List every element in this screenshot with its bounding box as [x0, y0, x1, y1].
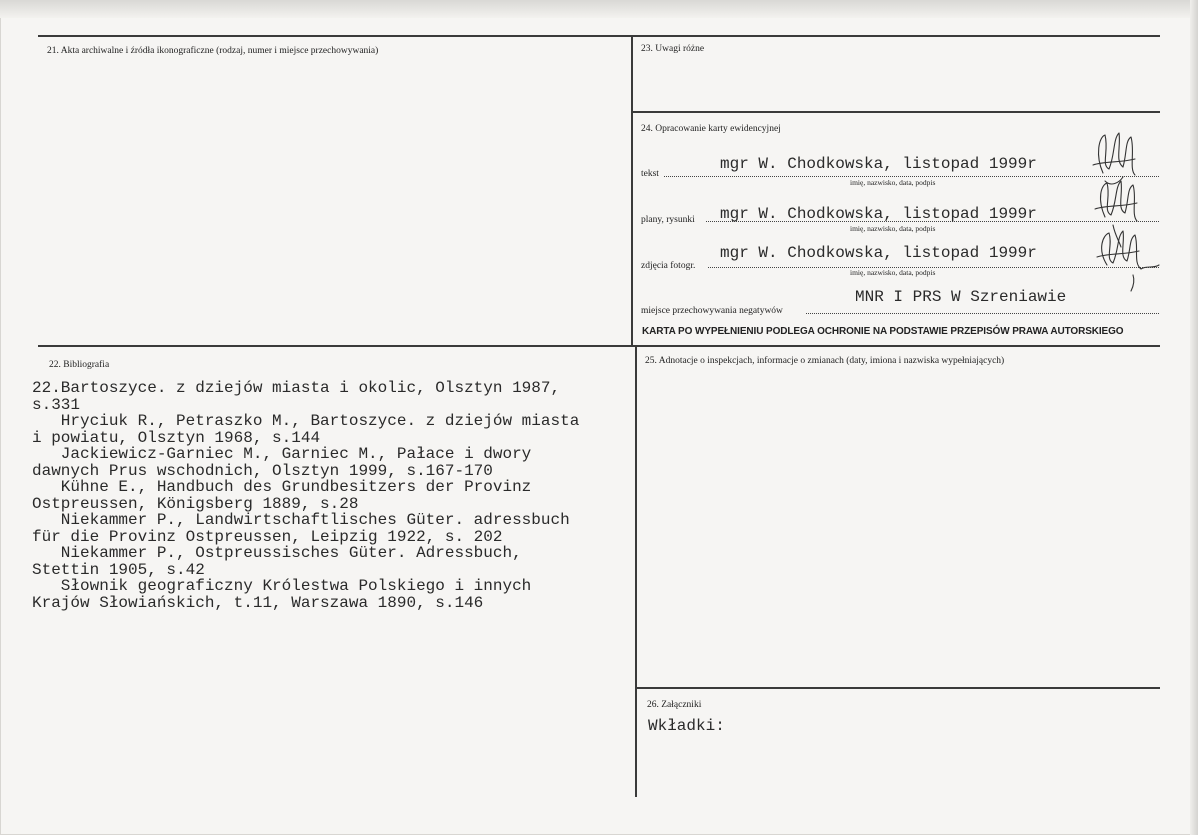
bibliography-line: Słownik geograficzny Królestwa Polskiego i innych	[32, 577, 532, 595]
bibliography-line: i powiatu, Olsztyn 1968, s.144	[32, 428, 321, 447]
plany-label: plany, rysunki	[641, 215, 695, 225]
bibliography-line: Niekammer P., Landwirtschaftlisches Güter. adressbuch	[32, 511, 570, 529]
bibliography-line: Niekammer P., Ostpreussisches Güter. Adressbuch,	[32, 544, 522, 562]
middle-rule	[38, 345, 1160, 347]
vertical-divider-lower	[635, 345, 637, 797]
plany-value: mgr W. Chodkowska, listopad 1999r	[720, 205, 1037, 223]
section-21-label: 21. Akta archiwalne i źródła ikonograficzne (rodzaj, numer i miejsce przechowywania)	[47, 46, 379, 56]
bibliography-line: Kühne E., Handbuch des Grundbesitzers der Provinz	[32, 478, 532, 496]
negatywy-label: miejsce przechowywania negatywów	[641, 306, 783, 316]
top-rule	[38, 35, 1160, 37]
zdjecia-value: mgr W. Chodkowska, listopad 1999r	[720, 244, 1037, 262]
zdjecia-label: zdjęcia fotogr.	[641, 261, 696, 271]
tekst-label: tekst	[641, 169, 659, 179]
bibliography-line: Hryciuk R., Petraszko M., Bartoszyce. z dziejów miasta	[32, 412, 580, 430]
signature-drawing	[1075, 125, 1165, 295]
rule-23-24	[631, 111, 1160, 113]
tekst-sublabel: imię, nazwisko, data, podpis	[850, 178, 936, 187]
vertical-divider	[631, 35, 633, 347]
bibliography-line: s.331	[32, 395, 81, 414]
bibliography-line: Krajów Słowiańskich, t.11, Warszawa 1890, s.146	[32, 593, 484, 612]
tekst-value: mgr W. Chodkowska, listopad 1999r	[720, 155, 1037, 173]
copyright-notice: KARTA PO WYPEŁNIENIU PODLEGA OCHRONIE NA PODSTAWIE PRZEPISÓW PRAWA AUTORSKIEGO	[642, 326, 1124, 337]
section-22-label: 22. Bibliografia	[49, 360, 110, 370]
section-25-label: 25. Adnotacje o inspekcjach, informacje o zmianach (daty, imiona i nazwiska wypełniających)	[645, 356, 1005, 366]
section-24-label: 24. Opracowanie karty ewidencyjnej	[641, 124, 781, 134]
negatywy-dotted-line	[806, 313, 1159, 314]
section-23-label: 23. Uwagi różne	[641, 44, 705, 54]
bibliography-line: Stettin 1905, s.42	[32, 560, 205, 579]
zdjecia-sublabel: imię, nazwisko, data, podpis	[850, 268, 936, 277]
section-26-label: 26. Załączniki	[647, 700, 702, 710]
plany-sublabel: imię, nazwisko, data, podpis	[850, 224, 936, 233]
rule-25-26	[635, 687, 1160, 689]
bibliography-line: 22.Bartoszyce. z dziejów miasta i okolic, Olsztyn 1987,	[32, 379, 561, 397]
negatywy-value: MNR I PRS W Szreniawie	[855, 288, 1067, 306]
bibliography-line: dawnych Prus wschodnich, Olsztyn 1999, s.167-170	[32, 461, 493, 480]
attachments-value: Wkładki:	[648, 717, 725, 735]
bibliography-line: Jackiewicz-Garniec M., Garniec M., Pałace i dwory	[32, 445, 532, 463]
bibliography-line: für die Provinz Ostpreussen, Leipzig 1922, s. 202	[32, 527, 503, 546]
bibliography-list	[32, 380, 579, 611]
bibliography-line: Ostpreussen, Königsberg 1889, s.28	[32, 494, 359, 513]
